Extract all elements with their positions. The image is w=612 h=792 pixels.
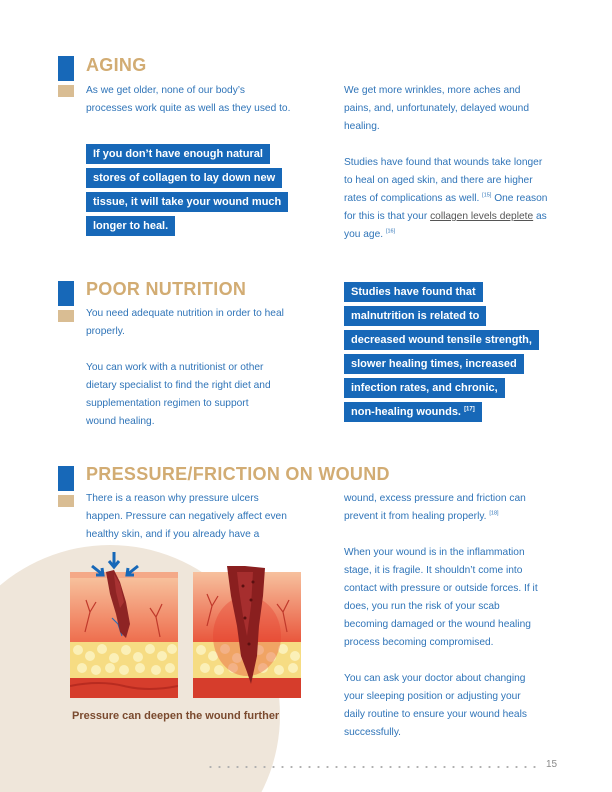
section-marker-aging [58, 56, 74, 97]
page-number: 15 [546, 759, 558, 770]
nutrition-callout [344, 282, 539, 422]
callout-line: If you don’t have enough natural [86, 144, 270, 164]
aging-intro: As we get older, none of our body’s processes work quite as well as they used to. [86, 85, 291, 114]
heading-nutrition: POOR NUTRITION [86, 279, 247, 299]
callout-line: longer to heal. [86, 216, 175, 236]
aging-right-para1: We get more wrinkles, more aches and pains, and, unfortunately, delayed wound healing. [344, 85, 530, 132]
illustration-caption: Pressure can deepen the wound further [72, 710, 280, 722]
callout-line: infection rates, and chronic, [344, 378, 505, 398]
collagen-link[interactable]: collagen levels deplete [430, 211, 534, 222]
pressure-right-para2: When your wound is in the inflammation stage, it is fragile. It shouldn’t come into contact with pressure or outside forces. If it does, you run the risk of your scab becoming damaged or the wound healing process becoming compromised. [344, 547, 538, 648]
callout-line: non-healing wounds. [17] [344, 402, 482, 422]
reference-15: [15] [482, 192, 492, 199]
aging-right-para2: Studies have found that wounds take longer to heal on aged skin, and there are higher rates of complications as well. [15] One reason for this is that your collagen levels deplete as you age. [16] [344, 157, 548, 240]
pressure-right-para1: wound, excess pressure and friction can prevent it from healing properly. [18] [344, 493, 526, 522]
callout-line: slower healing times, increased [344, 354, 524, 374]
callout-line: stores of collagen to lay down new [86, 168, 282, 188]
aging-callout [86, 144, 288, 236]
callout-line: Studies have found that [344, 282, 483, 302]
section-marker-pressure [58, 466, 74, 507]
reference-16: [16] [385, 228, 396, 235]
nutrition-para1: You need adequate nutrition in order to heal properly. [86, 308, 284, 337]
pressure-left-para: There is a reason why pressure ulcers happen. Pressure can negatively affect even healthy skin, and if you already have a [86, 493, 287, 540]
section-marker-nutrition [58, 281, 74, 322]
callout-line: decreased wound tensile strength, [344, 330, 539, 350]
nutrition-para2: You can work with a nutritionist or other dietary specialist to find the right diet and supplementation regimen to support wound healing. [86, 362, 271, 427]
pressure-right-para3: You can ask your doctor about changing your sleeping position or adjusting your daily routine to ensure your wound heals successfully. [344, 673, 527, 738]
footer-dotted-rule [206, 766, 538, 768]
callout-line: malnutrition is related to [344, 306, 486, 326]
wound-pressure-illustration [70, 552, 178, 698]
heading-pressure: PRESSURE/FRICTION ON WOUND [86, 464, 390, 484]
reference-18: [18] [489, 510, 499, 517]
deep-wound-illustration [193, 566, 301, 698]
heading-aging: AGING [86, 55, 147, 75]
callout-line: tissue, it will take your wound much [86, 192, 288, 212]
reference-17: [17] [464, 406, 475, 413]
